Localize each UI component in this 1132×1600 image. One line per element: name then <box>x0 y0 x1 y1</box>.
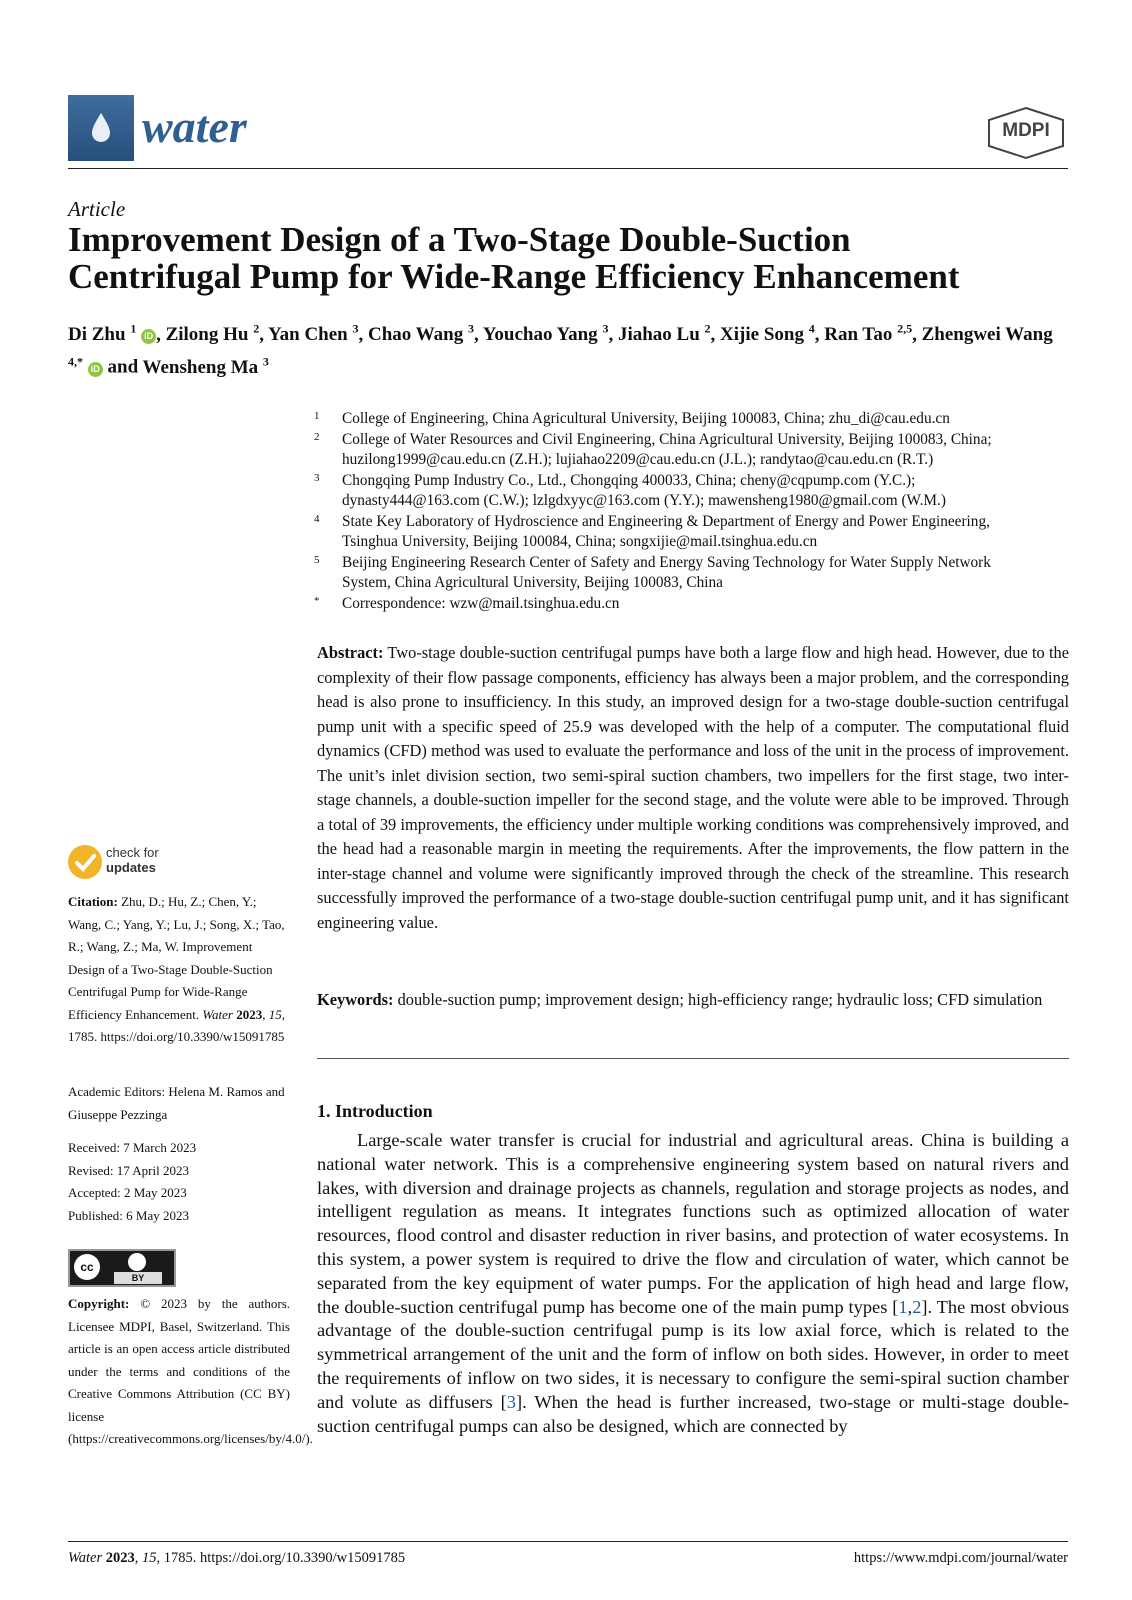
water-drop-icon <box>68 95 134 161</box>
keywords-label: Keywords: <box>317 990 394 1009</box>
published-date: Published: 6 May 2023 <box>68 1207 189 1223</box>
author-name: Wensheng Ma <box>142 356 259 378</box>
author-affiliation-marker: 3 <box>602 322 609 336</box>
copyright-text: © 2023 by the authors. Licensee MDPI, Basel, Switzerland. This article is an open access article distributed under the terms and conditions of the Creative Commons Attribution (CC BY) license (https://creativecommons.org/licenses/by/4.0/). <box>68 1296 313 1446</box>
affiliation-line: College of Water Resources and Civil Engineering, China Agricultural University, Beijing 100083, China; <box>342 430 992 448</box>
copyright-block <box>68 1293 313 1451</box>
revised-date: Revised: 17 April 2023 <box>68 1162 189 1178</box>
affiliation-item <box>314 553 1074 594</box>
accepted-date: Accepted: 2 May 2023 <box>68 1185 187 1200</box>
author-name: Jiahao Lu <box>617 324 700 346</box>
affiliation-line: Tsinghua University, Beijing 100084, China; songxijie@mail.tsinghua.edu.cn <box>342 533 818 550</box>
author-name: Yan Chen <box>268 324 348 346</box>
reference-link-1[interactable]: 1 <box>898 1296 908 1317</box>
footer-volume: 15 <box>141 1550 157 1566</box>
affiliation-number: 1 <box>314 410 320 422</box>
affiliation-number: 2 <box>314 430 320 443</box>
article-title <box>68 221 1048 295</box>
introduction-text: Large-scale water transfer is crucial for industrial and agricultural areas. China is building a national water network. This is a comprehensive engineering system based on natural rivers and lakes, with diversion and drainage projects as channels, regulation and storage projects as nodes, and intelligent regulation as means. It integrates functions such as optimized allocation of water resources, flood control and disaster reduction in river basins, and protection of water ecosystems. In this system, a power system is required to drive the flow and circulation of water, which cannot be separated from the key equipment of water pumps. For the application of high head and large flow, the double-suction centrifugal pump has become one of the main pump types [1,2]. The most obvious advantage of the double-suction centrifugal pump is its low axial force, which is related to the symmetrical arrangement of the unit and the form of inflow on both sides. However, in order to meet the requirements of inflow on two sides, it is necessary to configure the semi-spiral suction chamber and volute as diffusers [3]. When the head is further increased, two-stage or multi-stage double-suction centrifugal pumps can also be designed, which are connected by <box>317 1130 1070 1436</box>
affiliation-number: 4 <box>314 512 320 525</box>
keywords-text: double-suction pump; improvement design; high-efficiency range; hydraulic loss; CFD simulation <box>397 990 1043 1009</box>
history-dates <box>68 1137 290 1227</box>
affiliation-number: * <box>314 594 320 607</box>
author-affiliation-marker: 4,* <box>68 354 83 369</box>
citation-rest: , 1785. https://doi.org/10.3390/w15091785 <box>68 1006 285 1044</box>
checkmark-icon <box>68 845 102 879</box>
check-for-label: check for <box>106 845 159 860</box>
author-name: Di Zhu <box>68 324 126 346</box>
cc-by-label: BY <box>114 1272 162 1284</box>
affiliation-line: College of Engineering, China Agricultural University, Beijing 100083, China; zhu_di@cau.edu.cn <box>342 410 950 427</box>
author <box>720 324 815 345</box>
citation-text: Zhu, D.; Hu, Z.; Chen, Y.; Wang, C.; Yang, Y.; Lu, J.; Song, X.; Tao, R.; Wang, Z.; Ma, W. Improvement Design of a Two-Stage Double-Suction Centrifugal Pump for Wide-Range Efficiency Enhancement. <box>68 894 285 1022</box>
journal-logo <box>68 95 134 161</box>
intro-text-a: Large-scale water transfer is crucial for industrial and agricultural areas. China is building a national water network. This is a comprehensive engineering system based on natural rivers and lakes, with diversion and drainage projects as channels, regulation and storage projects as nodes, and intelligent regulation as means. It integrates functions such as optimized allocation of water resources, flood control and disaster reduction in river basins, and protection of water ecosystems. In this system, a power system is required to drive the flow and circulation of water, which cannot be separated from the key equipment of water pumps. For the application of high head and large flow, the double-suction centrifugal pump has become one of the main pump types [ <box>317 1130 1069 1317</box>
received-date: Received: 7 March 2023 <box>68 1140 197 1155</box>
journal-name: water <box>142 101 247 152</box>
copyright-label: Copyright: <box>68 1296 130 1311</box>
section-title: 1. Introduction <box>317 1101 433 1121</box>
affiliation-item <box>314 430 1074 471</box>
author-affiliation-marker: 3 <box>467 322 474 336</box>
cc-by-license-logo[interactable] <box>68 1249 176 1287</box>
intro-text-b: ]. The most obvious advantage of the double-suction centrifugal pump is its low axial force, which is related to the symmetrical arrangement of the unit and the form of inflow on both sides. However, in order to meet the requirements of inflow on two sides, it is necessary to configure the semi-spiral suction chamber and volute as diffusers [ <box>317 1296 1069 1412</box>
check-for-updates-badge[interactable] <box>68 845 218 881</box>
author-affiliation-marker: 2 <box>253 322 260 336</box>
citation-block: Citation: Zhu, D.; Hu, Z.; Chen, Y.; Wang, C.; Yang, Y.; Lu, J.; Song, X.; Tao, R.; Wang, Z.; Ma, W. Improvement Design of a Two-Stage Double-Suction Centrifugal Pump for Wide-Range Efficiency Enhancement. Water 2023, 15, 1785. https://doi.org/10.3390/w15091785 <box>68 894 285 1044</box>
journal-url-link[interactable]: https://www.mdpi.com/journal/water <box>853 1550 1068 1566</box>
footer-doi: , 1785. https://doi.org/10.3390/w15091785 <box>156 1550 406 1566</box>
author-affiliation-marker: 4 <box>808 322 815 336</box>
affiliations <box>314 409 1074 614</box>
author <box>618 324 711 345</box>
author-affiliation-marker: 3 <box>352 322 359 336</box>
author-list: Di Zhu $^1$ iD , Zilong Hu $^2$, Yan Chen $^3$, Chao Wang $^3$, Youchao Yang $^3$, Jiahao Lu $^2$, Xijie Song $^4$, Ran Tao $^{2,5}$, Zhengwei Wang $^{4,*}$ iD and Wensheng Ma $^3$ <box>68 322 1053 378</box>
author-name: Zilong Hu <box>165 324 249 346</box>
section-divider <box>317 1058 1069 1059</box>
affiliation-number: 3 <box>314 471 320 484</box>
affiliation-line: Chongqing Pump Industry Co., Ltd., Chongqing 400033, China; cheny@cqpump.com (Y.C.); <box>342 471 916 489</box>
author-name: Youchao Yang <box>482 324 598 346</box>
article-type: Article <box>68 197 126 221</box>
author <box>166 324 260 345</box>
author <box>68 324 156 345</box>
author <box>483 324 609 345</box>
updates-label: updates <box>106 860 156 875</box>
intro-text-c: ]. When the head is further increased, two-stage or multi-stage double-suction centrifugal pumps can also be designed, which are connected by <box>317 1391 1070 1436</box>
affiliation-line: dynasty444@163.com (C.W.); lzlgdxyyc@163.com (Y.Y.); mawensheng1980@gmail.com (W.M.) <box>342 492 946 509</box>
affiliation-line: huzilong1999@cau.edu.cn (Z.H.); lujiahao2209@cau.edu.cn (J.L.); randytao@cau.edu.cn (R.T.) <box>342 451 934 468</box>
author <box>368 324 474 345</box>
affiliation-line: Beijing Engineering Research Center of Safety and Energy Saving Technology for Water Supply Network <box>342 553 991 571</box>
author-affiliation-marker: 3 <box>262 354 269 369</box>
affiliation-item <box>314 471 1074 512</box>
author-name: Xijie Song <box>720 324 804 346</box>
orcid-icon[interactable]: iD <box>141 329 156 344</box>
author <box>142 354 269 378</box>
title-line-2: Centrifugal Pump for Wide-Range Efficiency Enhancement <box>68 257 960 296</box>
affiliation-item <box>314 594 1074 615</box>
affiliation-number: 5 <box>314 553 320 566</box>
author-affiliation-marker: 2,5 <box>897 322 913 336</box>
cc-icon: cc <box>74 1254 100 1280</box>
citation-journal: Water <box>202 1006 233 1022</box>
affiliation-item <box>314 512 1074 553</box>
author-affiliation-marker: 1 <box>130 322 137 336</box>
author <box>824 324 912 345</box>
abstract <box>317 641 1069 935</box>
reference-link-3[interactable]: 3 <box>506 1391 516 1412</box>
affiliation-item <box>314 409 1074 430</box>
abstract-label: Abstract: <box>317 643 384 662</box>
affiliation-line: Correspondence: wzw@mail.tsinghua.edu.cn <box>342 594 620 612</box>
author-name: Ran Tao <box>824 324 893 346</box>
keywords <box>317 988 1069 1013</box>
orcid-icon[interactable]: iD <box>88 362 103 377</box>
title-line-1: Improvement Design of a Two-Stage Double-Suction <box>68 220 851 259</box>
attribution-icon <box>128 1253 146 1271</box>
header-rule <box>68 168 1068 169</box>
author-name: Zhengwei Wang <box>921 324 1053 346</box>
citation-volume: 15 <box>268 1006 282 1022</box>
author-name: Chao Wang <box>368 324 464 346</box>
reference-link-2[interactable]: 2 <box>912 1296 922 1317</box>
mdpi-logo <box>985 106 1067 160</box>
abstract-text: Two-stage double-suction centrifugal pumps have both a large flow and high head. However, due to the complexity of their flow passage components, efficiency has always been a major problem, and the corresponding head is also prone to insufficiency. In this study, an improved design for a two-stage double-suction centrifugal pump unit with a specific speed of 25.9 was developed with the help of a computer. The computational fluid dynamics (CFD) method was used to evaluate the performance and loss of the unit in the process of improvement. The unit’s inlet division section, two semi-spiral suction chambers, two impellers for the first stage, two inter-stage channels, a double-suction impeller for the second stage, and the volute were able to be improved. Through a total of 39 improvements, the efficiency under multiple working conditions was comprehensively improved, and the head had a reasonable margin in meeting the requirements. After the improvements, the flow pattern in the inter-stage channel and volume were significantly improved through the check of the streamline. This research successfully improved the performance of a two-stage double-suction centrifugal pump unit, and it has significant engineering value. <box>317 643 1069 932</box>
footer-rule <box>68 1541 1068 1542</box>
author <box>268 324 358 345</box>
footer-year: 2023 <box>105 1550 135 1566</box>
affiliation-line: System, China Agricultural University, Beijing 100083, China <box>342 574 723 591</box>
mdpi-logo-text: MDPI <box>1002 120 1050 141</box>
affiliation-line: State Key Laboratory of Hydroscience and Engineering & Department of Energy and Power Engineering, <box>342 512 990 530</box>
footer-journal: Water <box>68 1550 103 1566</box>
author-affiliation-marker: 2 <box>704 322 711 336</box>
citation-year: 2023 <box>236 1006 263 1022</box>
citation-label: Citation: <box>68 894 118 909</box>
footer-citation: Water 2023, 15, 1785. https://doi.org/10.3390/w15091785 <box>68 1550 406 1566</box>
academic-editors: Academic Editors: Helena M. Ramos and Giuseppe Pezzinga <box>68 1084 285 1122</box>
